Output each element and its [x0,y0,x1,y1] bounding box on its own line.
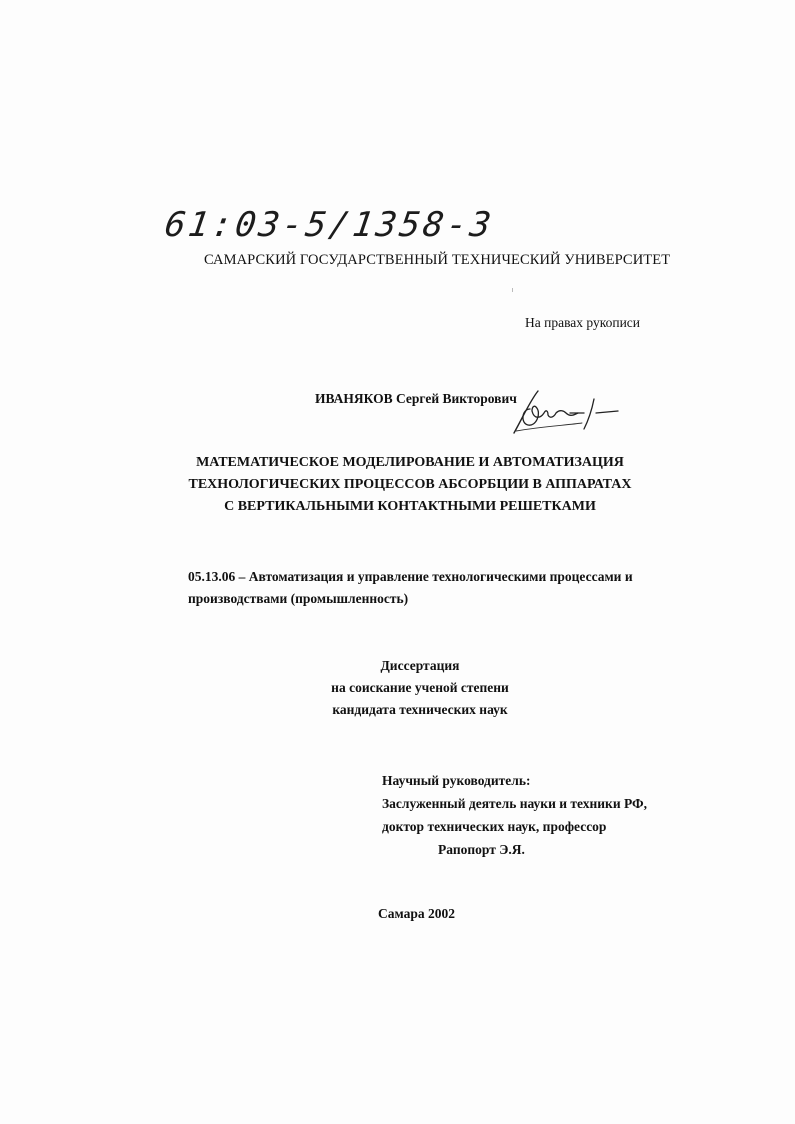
title-line: ТЕХНОЛОГИЧЕСКИХ ПРОЦЕССОВ АБСОРБЦИИ В АППАРАТАХ [188,477,632,492]
dissertation-title [180,452,640,518]
supervisor-degree: доктор технических наук, профессор [382,819,607,834]
author-name: ИВАНЯКОВ Сергей Викторович [315,391,517,406]
thesis-line: Диссертация [380,658,460,673]
supervisor-block [382,769,682,861]
specialty-line: производствами (промышленность) [188,591,409,606]
supervisor-heading: Научный руководитель: [382,773,531,788]
specialty-code [188,566,648,610]
author-signature [508,383,620,439]
thesis-line: на соискание ученой степени [331,680,509,695]
thesis-type [310,655,530,721]
archive-code-handwritten: 61:03-5/1358-3 [162,205,497,245]
thesis-line: кандидата технических наук [332,702,508,717]
city-year: Самара 2002 [378,906,455,921]
university-name: САМАРСКИЙ ГОСУДАРСТВЕННЫЙ ТЕХНИЧЕСКИЙ УНИВЕРСИТЕТ [204,252,671,268]
title-line: МАТЕМАТИЧЕСКОЕ МОДЕЛИРОВАНИЕ И АВТОМАТИЗАЦИЯ [196,455,624,470]
supervisor-title: Заслуженный деятель науки и техники РФ, [382,796,647,811]
manuscript-rights-note: На правах рукописи [525,315,641,330]
title-line: С ВЕРТИКАЛЬНЫМИ КОНТАКТНЫМИ РЕШЕТКАМИ [224,499,596,514]
scan-speck [512,288,513,292]
specialty-line: 05.13.06 – Автоматизация и управление технологическими процессами и [188,569,633,584]
supervisor-name: Рапопорт Э.Я. [438,842,525,857]
